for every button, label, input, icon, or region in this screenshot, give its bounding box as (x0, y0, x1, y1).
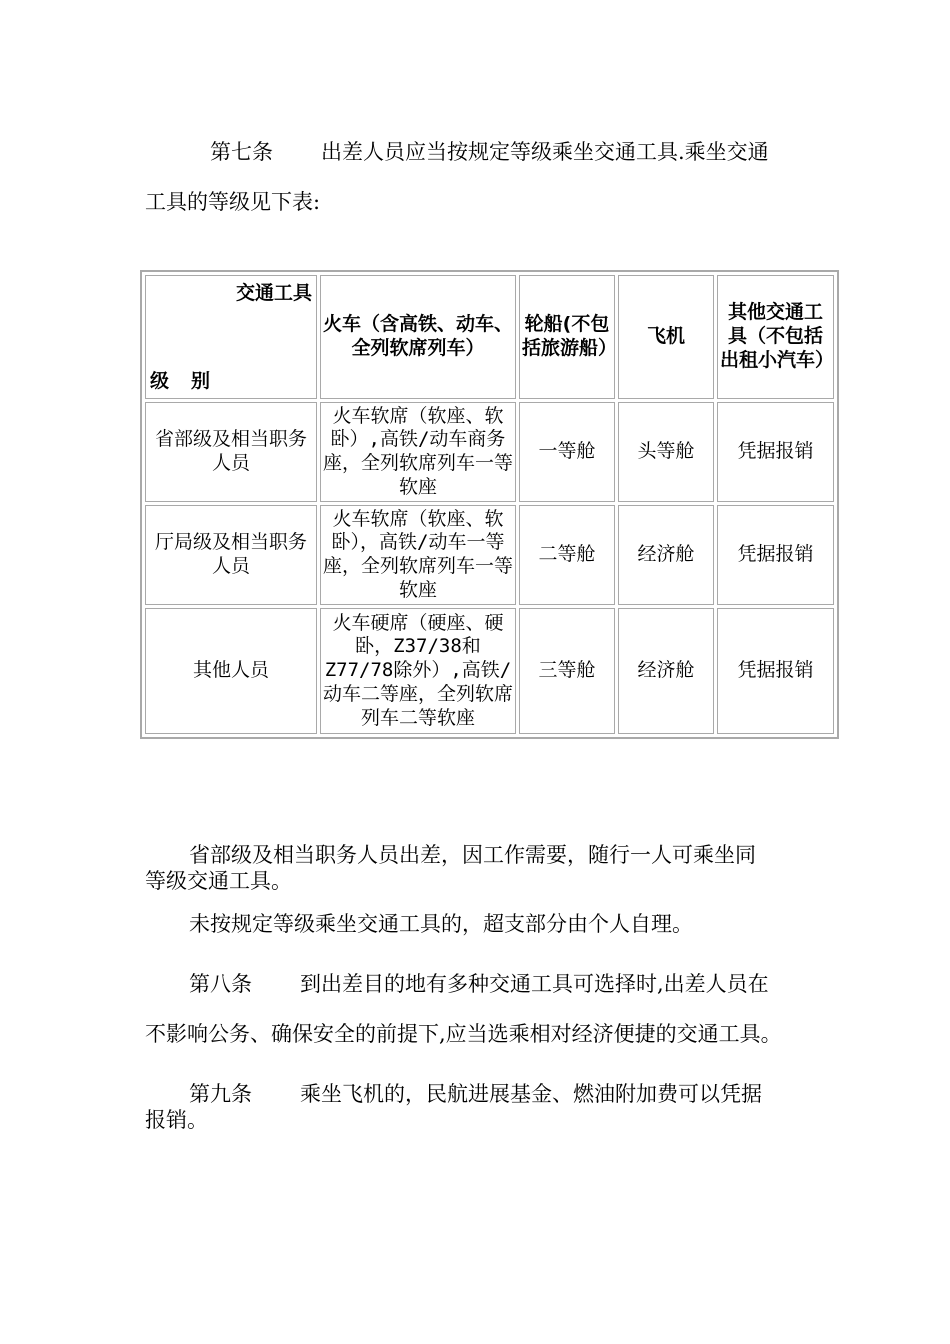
transport-grade-table (140, 270, 839, 739)
row-ship: 三等舱 (519, 608, 615, 734)
row-other: 凭据报销 (717, 505, 834, 605)
table-row (145, 402, 834, 502)
companion-line-2: 等级交通工具。 (145, 869, 292, 893)
article-8-text-1: 到出差目的地有多种交通工具可选择时,出差人员在 (300, 972, 769, 996)
header-train: 火车（含高铁、动车、全列软席列车） (320, 275, 516, 399)
corner-level-label: 级 别 (150, 370, 211, 393)
header-ship: 轮船(不包括旅游船） (519, 275, 615, 399)
row-other: 凭据报销 (717, 402, 834, 502)
header-other: 其他交通工具（不包括出租小汽车） (717, 275, 834, 399)
table-row (145, 505, 834, 605)
row-train: 火车软席（软座、软卧），高铁/动车一等座，全列软席列车一等软座 (320, 505, 516, 605)
article-9-text-1: 乘坐飞机的，民航进展基金、燃油附加费可以凭据 (300, 1082, 762, 1106)
companion-paragraph (145, 842, 756, 894)
row-plane: 经济舱 (618, 505, 714, 605)
row-train: 火车硬席（硬座、硬卧，Z37/38和Z77/78除外）,高铁/动车二等座，全列软席列车二等软座 (320, 608, 516, 734)
corner-transport-label: 交通工具 (235, 282, 312, 304)
row-other: 凭据报销 (717, 608, 834, 734)
article-7-text-2: 工具的等级见下表: (145, 190, 321, 214)
row-level: 省部级及相当职务人员 (145, 402, 317, 502)
article-9-text-2: 报销。 (145, 1108, 208, 1132)
row-level: 厅局级及相当职务人员 (145, 505, 317, 605)
row-plane: 头等舱 (618, 402, 714, 502)
row-plane: 经济舱 (618, 608, 714, 734)
article-9-line-1 (189, 1082, 762, 1107)
table-row (145, 608, 834, 734)
article-7-label: 第七条 (210, 140, 273, 164)
row-train: 火车软席（软座、软卧）,高铁/动车商务座，全列软席列车一等软座 (320, 402, 516, 502)
row-level: 其他人员 (145, 608, 317, 734)
article-8-text-2: 不影响公务、确保安全的前提下,应当选乘相对经济便捷的交通工具。 (145, 1022, 782, 1046)
article-7-line-1 (210, 140, 769, 165)
article-8-line-1 (189, 972, 769, 997)
article-9-label: 第九条 (189, 1082, 252, 1106)
row-ship: 二等舱 (519, 505, 615, 605)
row-ship: 一等舱 (519, 402, 615, 502)
table-corner-cell (145, 275, 317, 399)
self-pay-paragraph: 未按规定等级乘坐交通工具的，超支部分由个人自理。 (189, 912, 693, 936)
companion-line-1: 省部级及相当职务人员出差，因工作需要，随行一人可乘坐同 (189, 843, 756, 867)
article-7-text-1: 出差人员应当按规定等级乘坐交通工具.乘坐交通 (321, 140, 769, 164)
header-plane: 飞机 (618, 275, 714, 399)
table-header-row (145, 275, 834, 399)
article-8-label: 第八条 (189, 972, 252, 996)
